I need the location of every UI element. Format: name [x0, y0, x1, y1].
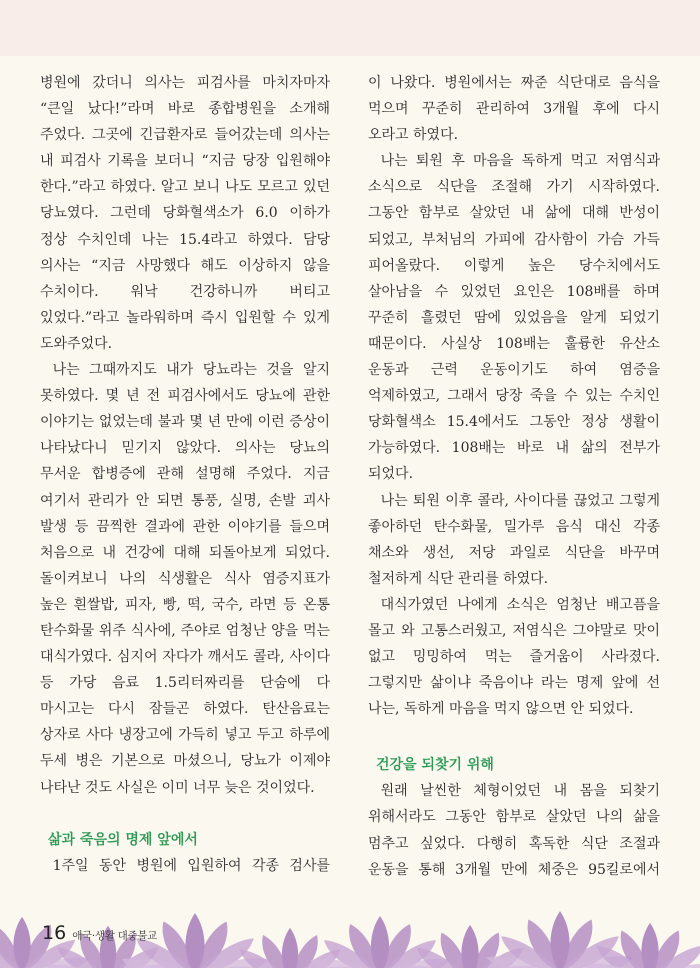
right-column	[368, 70, 660, 935]
paragraph: 1주일 동안 병원에 입원하여 각종 검사를	[52, 857, 330, 874]
section-heading: 삶과 죽음의 명제 앞에서	[48, 831, 198, 848]
section-heading: 건강을 되찾기 위해	[376, 757, 494, 774]
page-number: 16	[42, 922, 67, 944]
paragraph: 이 나왔다. 병원에서는 짜준 식단대로 음식을 먹으며 꾸준히 관리하여 3개월 후에 다시 오라고 하였다.	[368, 75, 660, 144]
paragraph: 나는 퇴원 후 마음을 독하게 먹고 저염식과 소식으로 식단을 조절해 가기 시작하였다. 그동안 함부로 살았던 내 삶에 대해 반성이 되었고, 부처님의 가피에 감사함이 가슴 가득 피어올랐다. 이렇게 높은 당수치에서도 살아남을 수 있었던 요인은 108배를 하며 꾸준히 흘렸던 땀에 있었음을 알게 되었기 때문이다. 사실상 108배는 훌륭한 유산소 운동과 근력 운동이기도 하여 염증을 억제하였고, 그래서 당장 죽을 수 있는 수치인 당화혈색소 15.4에서도 그동안 정상 생활이 가능하였다. 108배는 바로 내 삶의 전부가 되었다.	[368, 153, 660, 483]
top-band	[0, 0, 700, 56]
paragraph: 대식가였던 나에게 소식은 엄청난 배고픔을 몰고 와 고통스러웠고, 저염식은 그야말로 맛이 없고 밍밍하여 먹는 즐거움이 사라졌다. 그렇지만 삶이냐 죽음이냐 라는 명제 앞에 선 나는, 독하게 마음을 먹지 않으면 안 되었다.	[368, 596, 660, 718]
paragraph: 나는 그때까지도 내가 당뇨라는 것을 알지 못하였다. 몇 년 전 피검사에서도 당뇨에 관한 이야기는 없었는데 불과 몇 년 만에 이런 증상이 나타났다니 믿기지 않았다. 의사는 당뇨의 무서운 합병증에 관해 설명해 주었다. 지금 여기서 관리가 안 되면 통풍, 실명, 손발 괴사 발생 등 끔찍한 결과에 관한 이야기를 들으며 처음으로 내 건강에 대해 되돌아보게 되었다. 돌이켜보니 나의 식생활은 식사 염증지표가 높은 흰쌀밥, 피자, 빵, 떡, 국수, 라면 등 온통 탄수화물 위주 식사에, 주야로 엄청난 양을 먹는 대식가였다. 심지어 자다가 깨서도 콜라, 사이다 등 가당 음료 1.5리터짜리를 단숨에 다 마시고는 다시 잠들곤 하였다. 탄산음료는 상자로 사다 냉장고에 가득히 넣고 두고 하루에 두세 병은 기본으로 마셨으니, 당뇨가 이제야 나타난 것도 사실은 이미 너무 늦은 것이었다.	[40, 362, 330, 796]
left-column	[40, 70, 330, 931]
publication-name: 애국·생활 대중불교	[72, 930, 158, 942]
page-footer	[42, 922, 157, 944]
paragraph: 원래 날씬한 체형이었던 내 몸을 되찾기 위해서라도 그동안 함부로 살았던 나의 삶을 멈추고 싶었다. 다행히 혹독한 식단 조절과 운동을 통해 3개월 만에 체중은 95킬로에서	[368, 783, 660, 878]
paragraph: 병원에 갔더니 의사는 피검사를 마치자마자 “큰일 났다!”라며 바로 종합병원을 소개해 주었다. 그곳에 긴급환자로 들어갔는데 의사는 내 피검사 기록을 보더니 “지금 당장 입원해야 한다.”라고 하였다. 알고 보니 나도 모르고 있던 당뇨였다. 그런데 당화혈색소가 6.0 이하가 정상 수치인데 나는 15.4라고 하였다. 담당 의사는 “지금 사망했다 해도 이상하지 않을 수치이다. 워낙 건강하니까 버티고 있었다.”라고 놀라워하며 즉시 입원할 수 있게 도와주었다.	[40, 75, 330, 352]
paragraph: 나는 퇴원 이후 콜라, 사이다를 끊었고 그렇게 좋아하던 탄수화물, 밀가루 음식 대신 각종 채소와 생선, 저당 과일로 식단을 바꾸며 철저하게 식단 관리를 하였다.	[368, 492, 660, 587]
